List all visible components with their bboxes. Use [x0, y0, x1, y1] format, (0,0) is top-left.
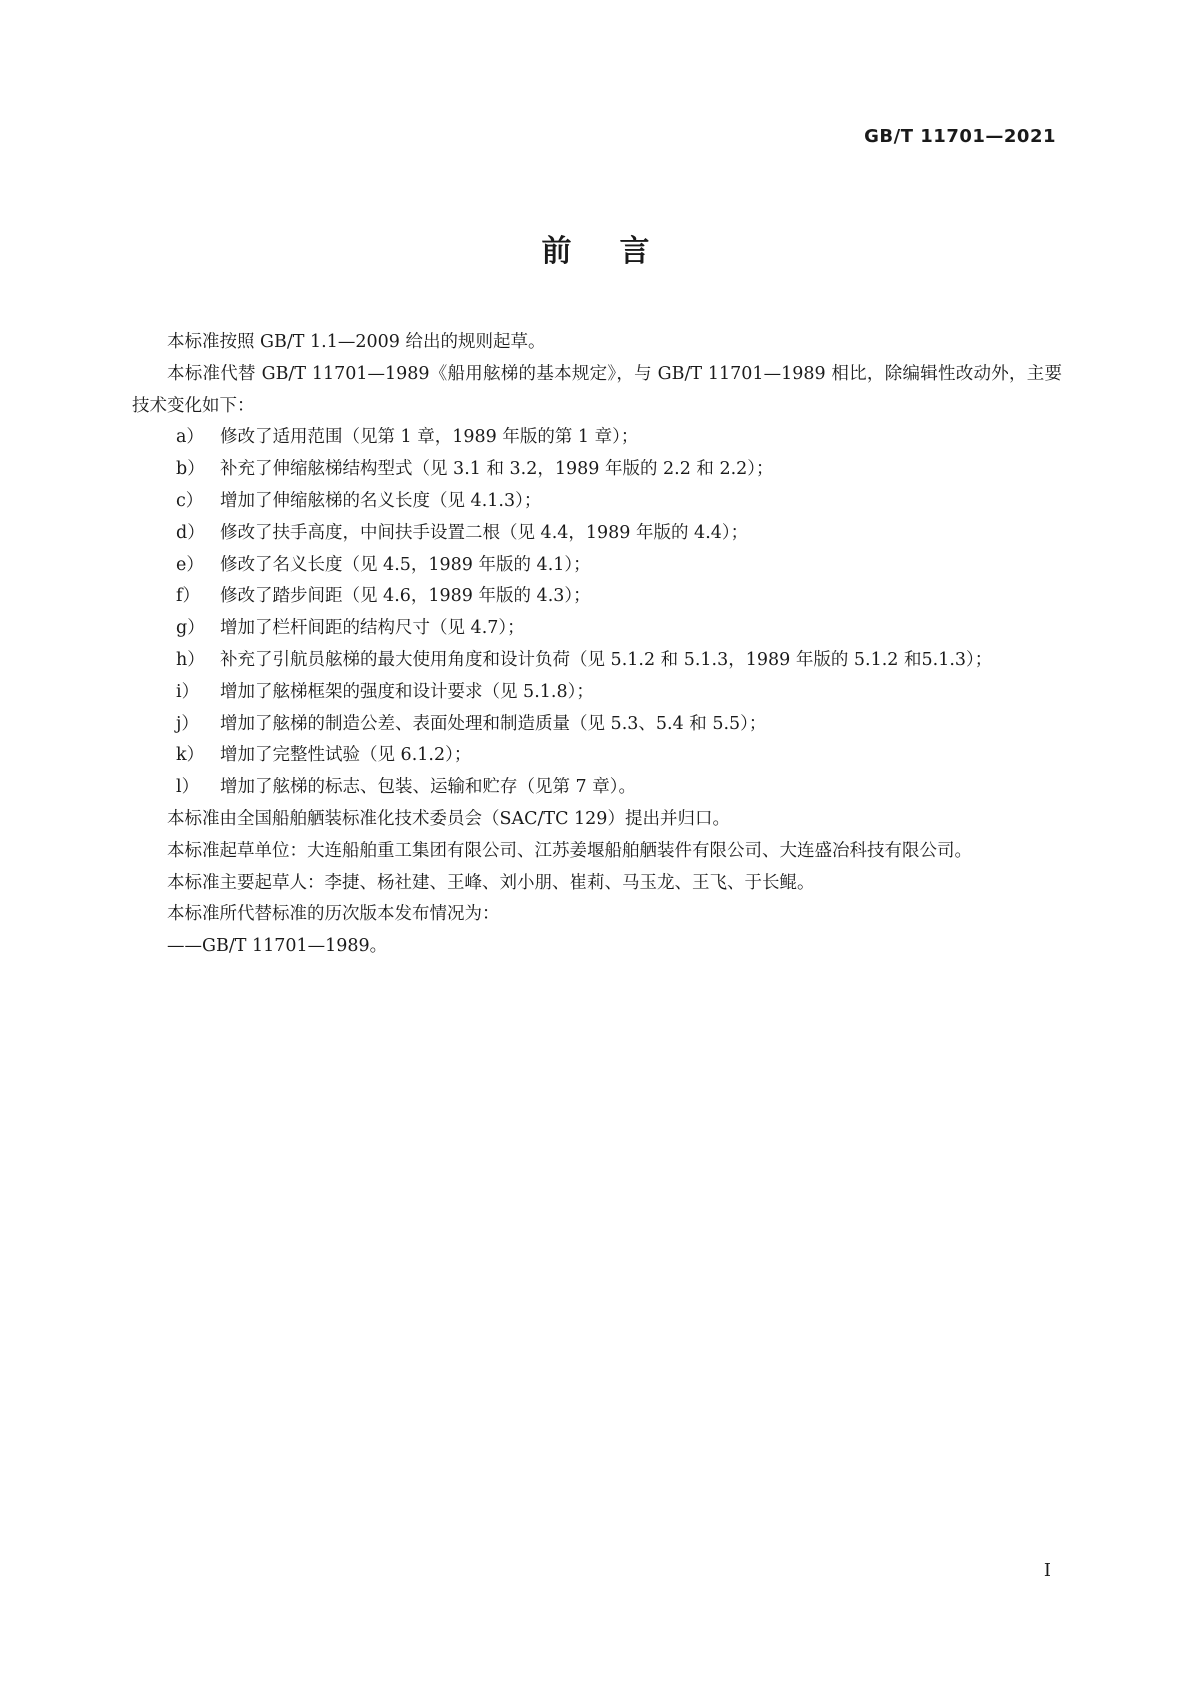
paragraph: 本标准由全国船舶舾装标准化技术委员会（SAC/TC 129）提出并归口。: [167, 808, 730, 829]
list-item-label: d）: [176, 522, 205, 543]
list-item: [132, 454, 1062, 486]
paragraph: 本标准所代替标准的历次版本发布情况为：: [167, 904, 500, 925]
list-item-label: f）: [176, 586, 200, 607]
page-number: I: [1043, 1560, 1051, 1581]
list-item-text: 修改了扶手高度，中间扶手设置二根（见 4.4，1989 年版的 4.4）；: [220, 522, 749, 543]
list-item-text: 增加了伸缩舷梯的名义长度（见 4.1.3）；: [220, 490, 542, 511]
list-item: [132, 645, 1062, 677]
list-item-label: g）: [176, 618, 205, 639]
list-item-label: j）: [176, 713, 199, 734]
list-item-label: l）: [176, 777, 200, 798]
list-item: [132, 772, 1062, 804]
list-item-label: c）: [176, 490, 204, 511]
list-item-text: 增加了栏杆间距的结构尺寸（见 4.7）；: [220, 618, 525, 639]
list-item-text: 修改了名义长度（见 4.5，1989 年版的 4.1）；: [220, 554, 591, 575]
paragraph: 本标准按照 GB/T 1.1—2009 给出的规则起草。: [167, 332, 546, 352]
foreword-body: [132, 327, 1062, 963]
list-item: [132, 518, 1062, 550]
list-item-text: 补充了伸缩舷梯结构型式（见 3.1 和 3.2，1989 年版的 2.2 和 2.2）；: [220, 459, 774, 480]
list-item-text: 增加了完整性试验（见 6.1.2）；: [220, 745, 472, 766]
list-item: [132, 486, 1062, 518]
paragraph: 本标准代替 GB/T 11701—1989《船用舷梯的基本规定》，与 GB/T 11701—1989 相比，除编辑性改动外，主要技术变化如下：: [132, 363, 1062, 416]
paragraph: ——GB/T 11701—1989。: [167, 936, 388, 957]
list-item-text: 补充了引航员舷梯的最大使用角度和设计负荷（见 5.1.2 和 5.1.3，1989 年版的 5.1.2 和5.1.3）；: [220, 649, 993, 670]
list-item-text: 修改了踏步间距（见 4.6，1989 年版的 4.3）；: [220, 586, 591, 607]
list-item-text: 增加了舷梯的标志、包装、运输和贮存（见第 7 章）。: [220, 777, 637, 798]
list-item-label: h）: [176, 649, 205, 670]
list-item: [132, 550, 1062, 582]
paragraph: 本标准主要起草人：李捷、杨社建、王峰、刘小朋、崔莉、马玉龙、王飞、于长鲲。: [167, 872, 815, 893]
list-item-text: 增加了舷梯框架的强度和设计要求（见 5.1.8）；: [220, 681, 594, 702]
list-item-label: e）: [176, 554, 204, 575]
paragraph: 本标准起草单位：大连船舶重工集团有限公司、江苏姜堰船舶舾装件有限公司、大连盛冶科技有限公司。: [167, 840, 972, 861]
page-title: 前言: [541, 234, 698, 269]
list-item-label: i）: [176, 681, 200, 702]
list-item: [132, 581, 1062, 613]
list-item-label: k）: [176, 745, 205, 766]
list-item-label: b）: [176, 459, 205, 480]
list-item-text: 修改了适用范围（见第 1 章，1989 年版的第 1 章）；: [220, 427, 639, 448]
list-item: [132, 613, 1062, 645]
list-item: [132, 422, 1062, 454]
list-item-text: 增加了舷梯的制造公差、表面处理和制造质量（见 5.3、5.4 和 5.5）；: [220, 713, 767, 734]
standard-number: GB/T 11701—2021: [864, 126, 1056, 147]
list-item: [132, 740, 1062, 772]
list-item: [132, 677, 1062, 709]
list-item-label: a）: [176, 427, 204, 448]
list-item: [132, 709, 1062, 741]
